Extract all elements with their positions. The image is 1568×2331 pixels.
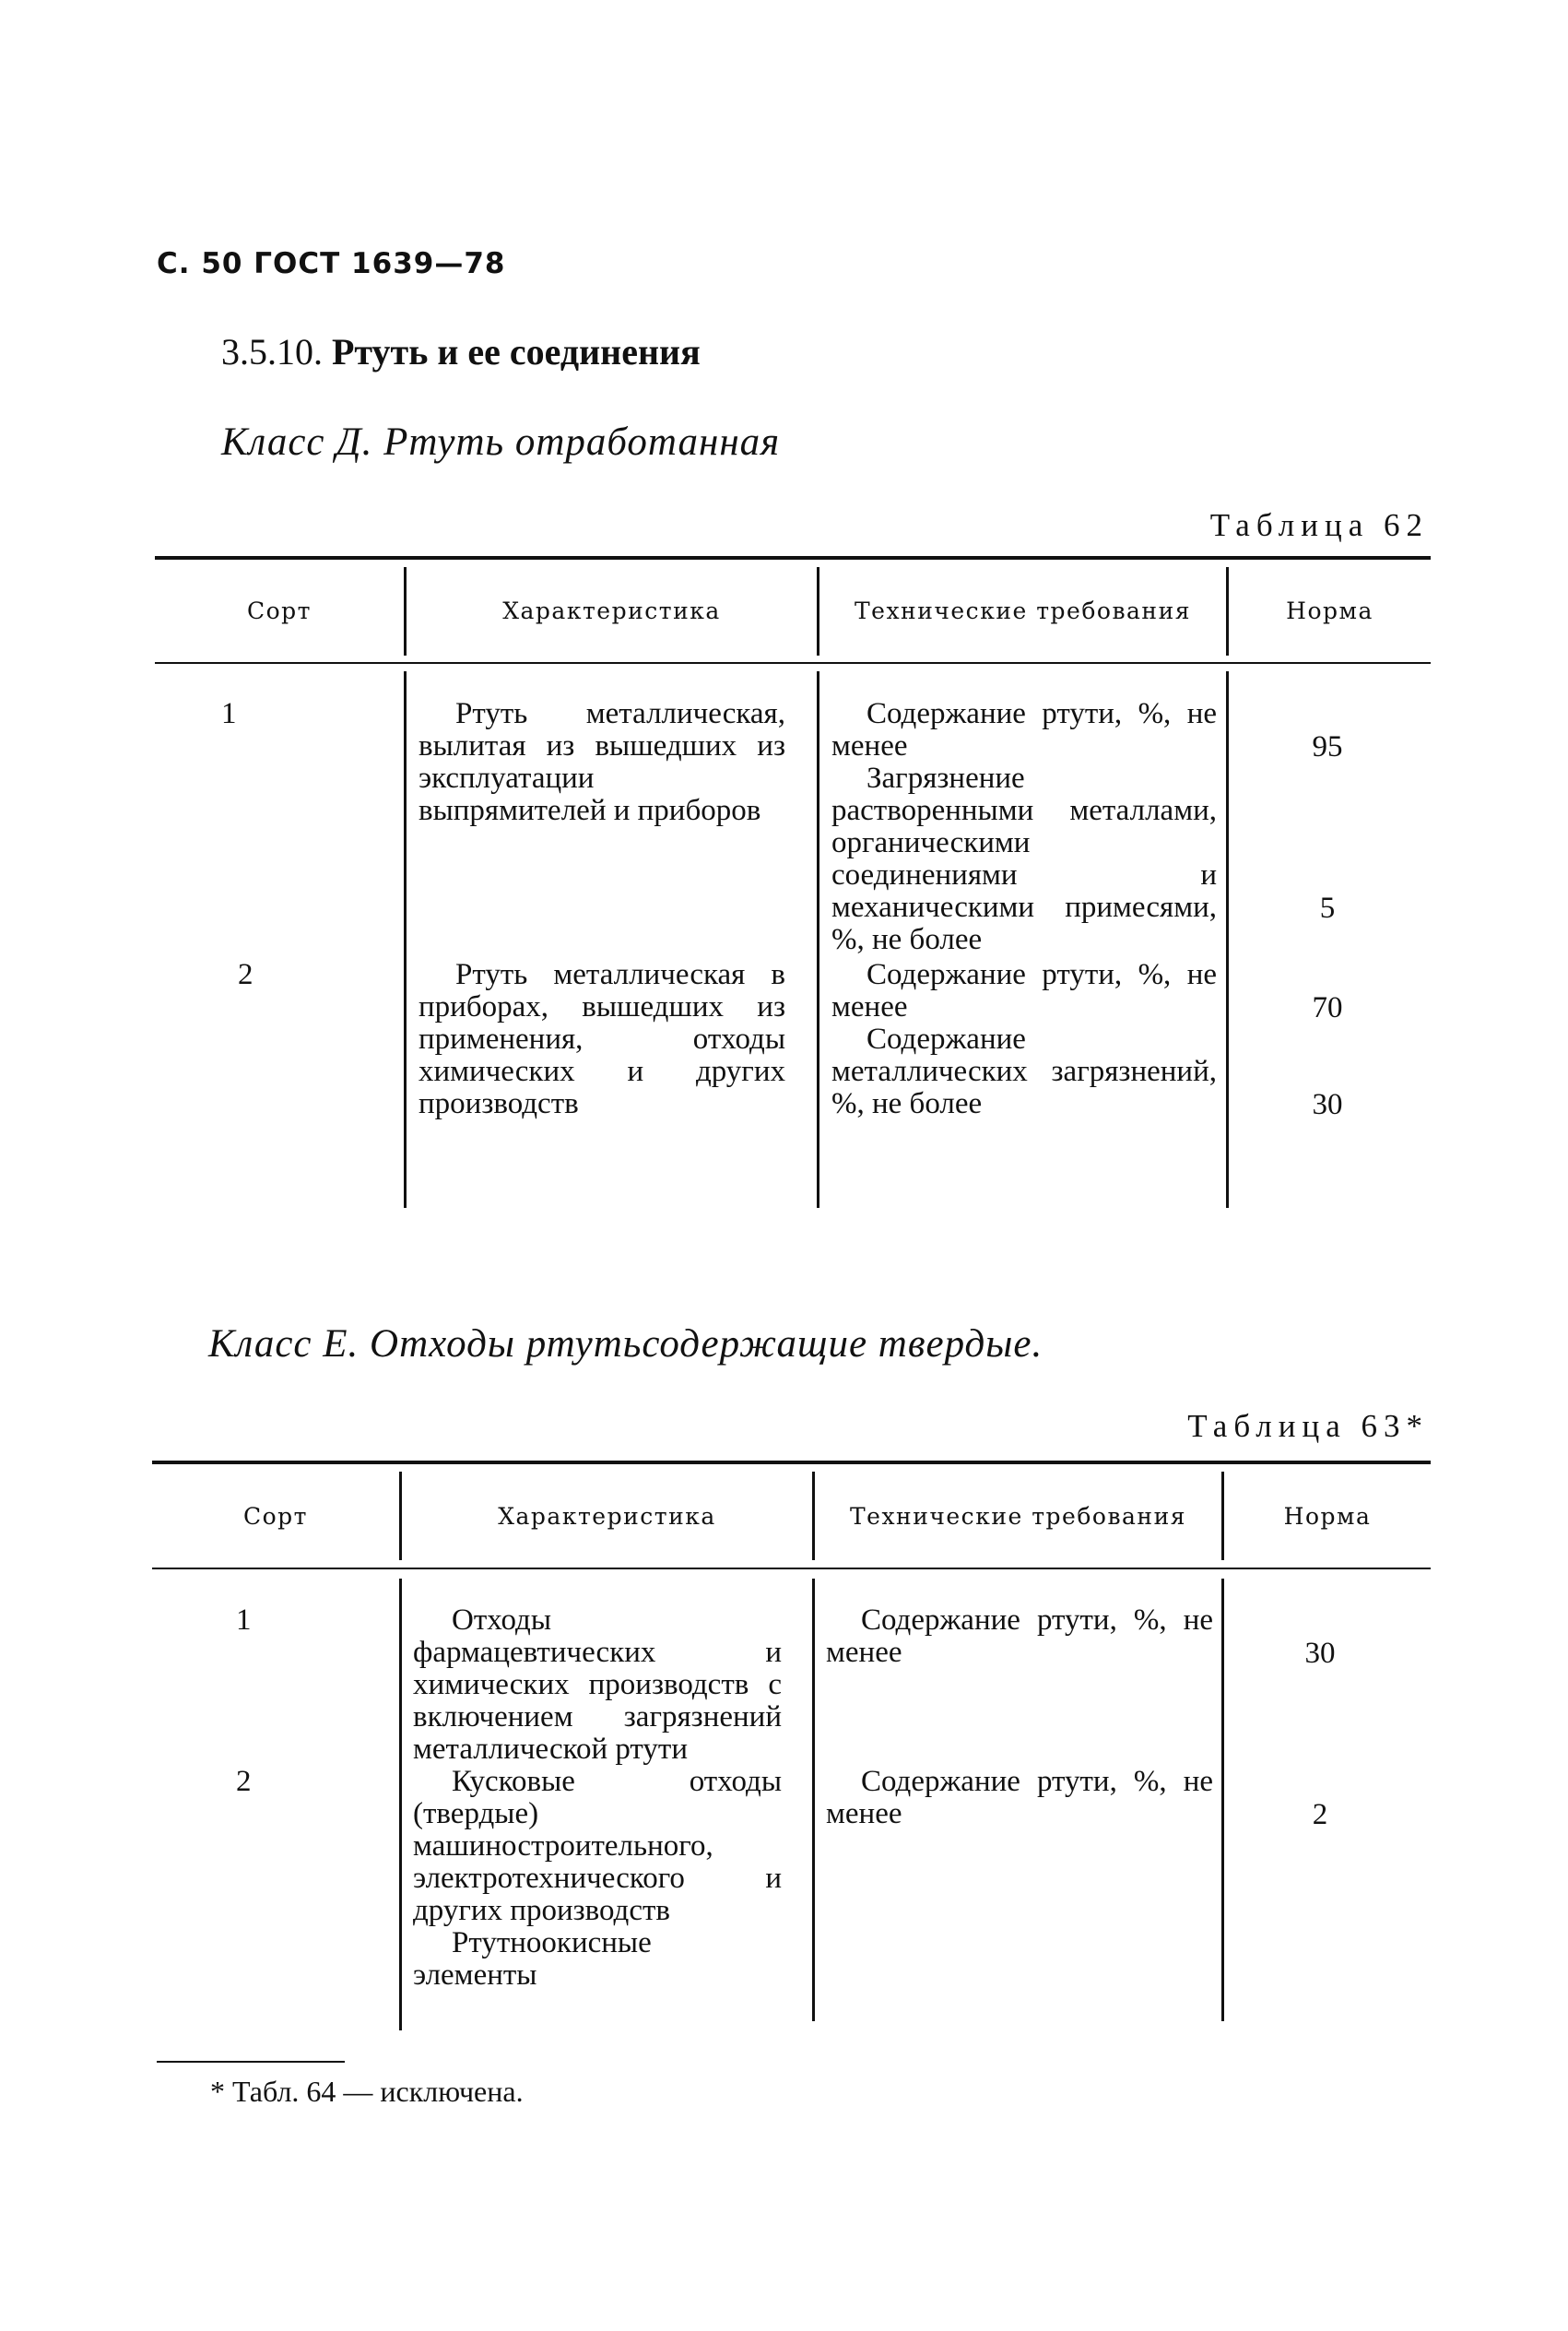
footnote: * Табл. 64 — исключена. — [210, 2075, 524, 2108]
table-63-header-rule — [152, 1568, 1431, 1569]
document-code: ГОСТ 1639—78 — [253, 247, 506, 280]
table-row-sort: 2 — [236, 1765, 252, 1798]
table-row-norm: 2 — [1312, 1798, 1328, 1831]
table-row-norm: 70 — [1312, 991, 1343, 1024]
table-row-norm: 30 — [1312, 1088, 1343, 1121]
table-row-norm: 30 — [1304, 1637, 1336, 1670]
table-row-requirement: Содержание ртути, %, не менее — [826, 1603, 1213, 1669]
class-d-title: Класс Д. Ртуть отработанная — [221, 420, 781, 464]
table-row-requirement: Содержание ртути, %, не менее — [826, 1765, 1213, 1830]
table-row-characteristic: Отходы фармацевтических и химических производств с включением загрязнений металлической ртути — [413, 1603, 782, 1766]
page-header — [157, 247, 505, 280]
column-header-sort: Сорт — [246, 598, 312, 624]
table-row-characteristic: Ртуть металлическая в приборах, вышедших из применения, отходы химических и других производств — [419, 958, 785, 1120]
page-number: С. 50 — [157, 247, 243, 280]
table-row-requirement: Содержание ртути, %, не менее — [831, 697, 1217, 763]
column-header-norm: Норма — [1283, 1503, 1372, 1530]
column-header-sort: Сорт — [242, 1503, 308, 1530]
table-row-norm: 95 — [1312, 730, 1343, 763]
table-row-requirement: Содержание металлических загрязнений, %, не более — [831, 1023, 1217, 1120]
table-row-sort: 2 — [238, 958, 253, 991]
table-63-divider — [1221, 1579, 1224, 2021]
class-e-title: Класс Е. Отходы ртутьсодержащие твердые. — [208, 1322, 1043, 1366]
table-row-sort: 1 — [236, 1603, 252, 1637]
table-62-header-rule — [155, 662, 1431, 664]
section-heading — [221, 330, 701, 373]
column-header-requirements: Технические требования — [849, 1503, 1187, 1530]
table-63-label: Таблица 63* — [1187, 1408, 1429, 1444]
column-header-requirements: Технические требования — [854, 598, 1192, 624]
table-row-characteristic: Ртуть металлическая, вылитая из вышедших из эксплуатации выпрямителей и приборов — [419, 697, 785, 827]
table-62-label: Таблица 62 — [1209, 507, 1429, 543]
table-62-divider — [1226, 671, 1229, 1208]
table-row-characteristic-extra: Ртутноокисные элементы — [413, 1926, 652, 1992]
table-63-top-rule — [152, 1461, 1431, 1464]
table-row-characteristic: Кусковые отходы (твердые) машиностроительного, электротехнического и других производств — [413, 1765, 782, 1927]
table-62-divider — [404, 671, 407, 1208]
table-63-divider — [399, 1579, 402, 2030]
table-row-requirement: Загрязнение растворенными металлами, органическими соединениями и механическими примесями, %, не более — [831, 762, 1217, 956]
table-row-norm: 5 — [1319, 892, 1336, 925]
column-header-norm: Норма — [1286, 598, 1373, 624]
column-header-characteristic: Характеристика — [502, 598, 721, 624]
table-62-top-rule — [155, 556, 1431, 560]
table-row-sort: 1 — [221, 697, 237, 730]
footnote-rule — [157, 2061, 345, 2063]
column-header-characteristic: Характеристика — [498, 1503, 716, 1530]
table-63-divider — [812, 1579, 815, 2021]
section-title: Ртуть и ее соединения — [332, 331, 701, 373]
table-62-divider — [817, 671, 819, 1208]
table-row-requirement: Содержание ртути, %, не менее — [831, 958, 1217, 1024]
section-number: 3.5.10. — [221, 331, 323, 373]
